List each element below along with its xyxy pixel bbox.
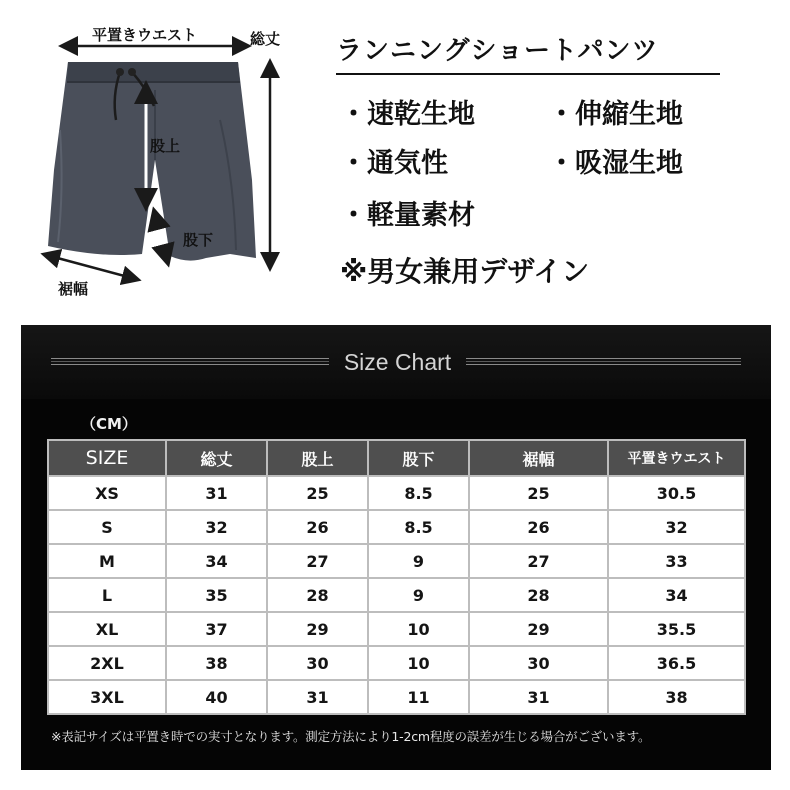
- cell-rise: 27: [267, 544, 368, 578]
- measurement-note: ※表記サイズは平置き時での実寸となります。測定方法により1-2cm程度の誤差が生じる場合がございます。: [51, 729, 651, 744]
- cell-waist: 32: [608, 510, 745, 544]
- cell-size: L: [48, 578, 166, 612]
- cell-size: XL: [48, 612, 166, 646]
- size-chart-header: [21, 325, 771, 399]
- cell-rise: 28: [267, 578, 368, 612]
- inseam-label: 股下: [183, 231, 214, 249]
- cell-hem: 26: [469, 510, 608, 544]
- cell-waist: 36.5: [608, 646, 745, 680]
- cell-length: 32: [166, 510, 267, 544]
- cell-inseam: 9: [368, 544, 469, 578]
- cell-waist: 33: [608, 544, 745, 578]
- cell-hem: 31: [469, 680, 608, 714]
- hem-label: 裾幅: [58, 280, 89, 298]
- cell-length: 34: [166, 544, 267, 578]
- product-title: ランニングショートパンツ: [336, 30, 720, 75]
- feature-stretch: ・伸縮生地: [548, 99, 683, 130]
- cell-size: S: [48, 510, 166, 544]
- cell-rise: 30: [267, 646, 368, 680]
- feature-lightweight: ・軽量素材: [340, 200, 475, 231]
- cell-hem: 25: [469, 476, 608, 510]
- cell-hem: 27: [469, 544, 608, 578]
- cell-size: XS: [48, 476, 166, 510]
- cell-rise: 25: [267, 476, 368, 510]
- table-header-row: [48, 440, 745, 476]
- cell-waist: 30.5: [608, 476, 745, 510]
- header-hem: 裾幅: [469, 440, 608, 476]
- header-rise: 股上: [267, 440, 368, 476]
- size-chart-panel: [21, 325, 771, 770]
- cell-inseam: 8.5: [368, 476, 469, 510]
- cell-waist: 35.5: [608, 612, 745, 646]
- cell-hem: 28: [469, 578, 608, 612]
- cell-rise: 26: [267, 510, 368, 544]
- unisex-note: ※男女兼用デザイン: [340, 255, 590, 288]
- cell-inseam: 10: [368, 612, 469, 646]
- cell-length: 31: [166, 476, 267, 510]
- table-row: [48, 544, 745, 578]
- length-label: 総丈: [250, 30, 281, 48]
- table-row: [48, 646, 745, 680]
- header-length: 総丈: [166, 440, 267, 476]
- cell-inseam: 11: [368, 680, 469, 714]
- size-table: [47, 439, 746, 715]
- size-chart-title: Size Chart: [343, 349, 452, 375]
- header-inseam: 股下: [368, 440, 469, 476]
- header-rule-left: [51, 358, 329, 365]
- waist-label: 平置きウエスト: [92, 26, 198, 44]
- cell-waist: 34: [608, 578, 745, 612]
- table-row: [48, 578, 745, 612]
- cell-hem: 29: [469, 612, 608, 646]
- cell-size: 3XL: [48, 680, 166, 714]
- feature-absorbent: ・吸湿生地: [548, 148, 683, 179]
- cell-length: 40: [166, 680, 267, 714]
- cell-length: 37: [166, 612, 267, 646]
- rise-label: 股上: [150, 137, 181, 155]
- cell-inseam: 9: [368, 578, 469, 612]
- table-row: [48, 476, 745, 510]
- table-row: [48, 612, 745, 646]
- cell-inseam: 10: [368, 646, 469, 680]
- product-info-section: [0, 0, 790, 320]
- cell-length: 35: [166, 578, 267, 612]
- cell-hem: 30: [469, 646, 608, 680]
- unit-label: （CM）: [81, 415, 137, 433]
- cell-waist: 38: [608, 680, 745, 714]
- cell-rise: 29: [267, 612, 368, 646]
- cell-inseam: 8.5: [368, 510, 469, 544]
- header-rule-right: [466, 358, 741, 365]
- cell-length: 38: [166, 646, 267, 680]
- shorts-diagram: [20, 10, 320, 310]
- feature-quick-dry: ・速乾生地: [340, 99, 475, 130]
- shorts-illustration: [20, 10, 320, 310]
- cell-size: M: [48, 544, 166, 578]
- feature-breathable: ・通気性: [340, 148, 448, 179]
- header-waist: 平置きウエスト: [608, 440, 745, 476]
- table-row: [48, 510, 745, 544]
- header-size: SIZE: [48, 440, 166, 476]
- cell-size: 2XL: [48, 646, 166, 680]
- cell-rise: 31: [267, 680, 368, 714]
- table-row: [48, 680, 745, 714]
